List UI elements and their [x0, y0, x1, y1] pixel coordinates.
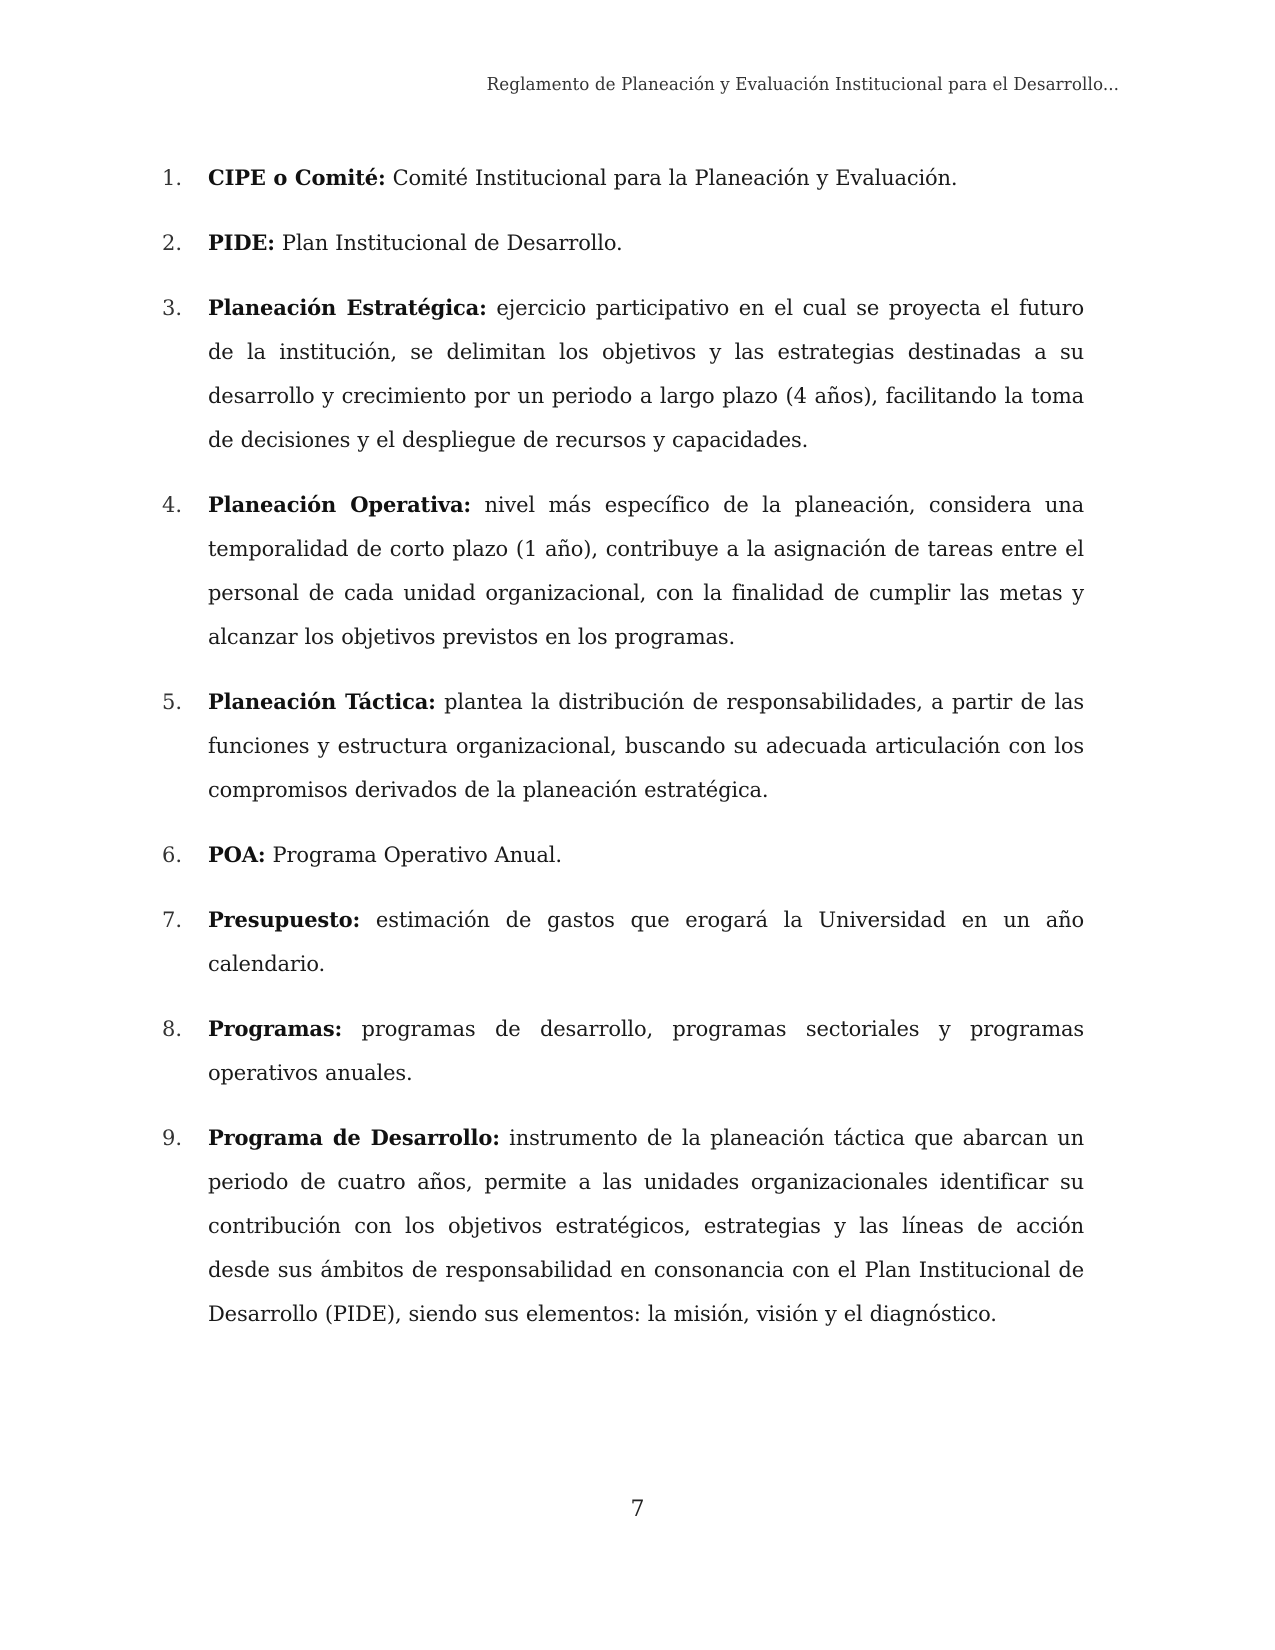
- item-text: Programa Operativo Anual.: [265, 843, 562, 867]
- item-number: 9.: [162, 1126, 183, 1150]
- definition-item: [162, 1007, 1084, 1095]
- item-number: 1.: [162, 166, 183, 190]
- item-text: ejercicio participativo en el cual se proyecta el futuro de la institución, se delimitan los objetivos y las estrategias destinadas a su desarrollo y crecimiento por un periodo a largo plazo (4 años), facilitando la toma de decisiones y el despliegue de recursos y capacidades.: [208, 296, 1084, 452]
- item-term: CIPE o Comité:: [208, 165, 386, 190]
- definition-item: [162, 680, 1084, 812]
- item-number: 2.: [162, 231, 183, 255]
- item-text: nivel más específico de la planeación, considera una temporalidad de corto plazo (1 año), contribuye a la asignación de tareas entre el personal de cada unidad organizacional, con la finalidad de cumplir las metas y alcanzar los objetivos previstos en los programas.: [208, 493, 1084, 649]
- item-term: Programas:: [208, 1016, 343, 1041]
- item-number: 7.: [162, 908, 183, 932]
- item-number: 3.: [162, 296, 183, 320]
- definition-item: [162, 1116, 1084, 1336]
- definition-item: [162, 898, 1084, 986]
- item-body: [208, 483, 1084, 659]
- item-term: Presupuesto:: [208, 907, 361, 932]
- item-term: Programa de Desarrollo:: [208, 1125, 500, 1150]
- item-number: 8.: [162, 1017, 183, 1041]
- item-term: Planeación Táctica:: [208, 689, 436, 714]
- definition-item: [162, 833, 1084, 877]
- item-term: POA:: [208, 842, 266, 867]
- item-term: PIDE:: [208, 230, 275, 255]
- item-body: [208, 156, 1084, 200]
- item-text: Plan Institucional de Desarrollo.: [274, 231, 623, 255]
- item-text: programas de desarrollo, programas sectoriales y programas operativos anuales.: [208, 1017, 1084, 1085]
- definition-item: [162, 156, 1084, 200]
- item-body: [208, 898, 1084, 986]
- item-term: Planeación Estratégica:: [208, 295, 487, 320]
- item-number: 6.: [162, 843, 183, 867]
- definitions-list: [162, 156, 1084, 1357]
- item-body: [208, 221, 1084, 265]
- running-header: Reglamento de Planeación y Evaluación Institucional para el Desarrollo...: [486, 74, 1119, 95]
- item-body: [208, 833, 1084, 877]
- page-number: 7: [630, 1497, 645, 1522]
- definition-item: [162, 286, 1084, 462]
- item-body: [208, 1007, 1084, 1095]
- item-body: [208, 1116, 1084, 1336]
- item-text: estimación de gastos que erogará la Universidad en un año calendario.: [208, 908, 1084, 976]
- item-term: Planeación Operativa:: [208, 492, 472, 517]
- item-text: Comité Institucional para la Planeación y Evaluación.: [385, 166, 958, 190]
- definition-item: [162, 483, 1084, 659]
- item-number: 5.: [162, 690, 183, 714]
- item-body: [208, 680, 1084, 812]
- item-text: plantea la distribución de responsabilidades, a partir de las funciones y estructura organizacional, buscando su adecuada articulación con los compromisos derivados de la planeación estratégica.: [208, 690, 1084, 802]
- definition-item: [162, 221, 1084, 265]
- item-text: instrumento de la planeación táctica que abarcan un periodo de cuatro años, permite a las unidades organizacionales identificar su contribución con los objetivos estratégicos, estrategias y las líneas de acción desde sus ámbitos de responsabilidad en consonancia con el Plan Institucional de Desarrollo (PIDE), siendo sus elementos: la misión, visión y el diagnóstico.: [208, 1126, 1084, 1326]
- item-body: [208, 286, 1084, 462]
- item-number: 4.: [162, 493, 183, 517]
